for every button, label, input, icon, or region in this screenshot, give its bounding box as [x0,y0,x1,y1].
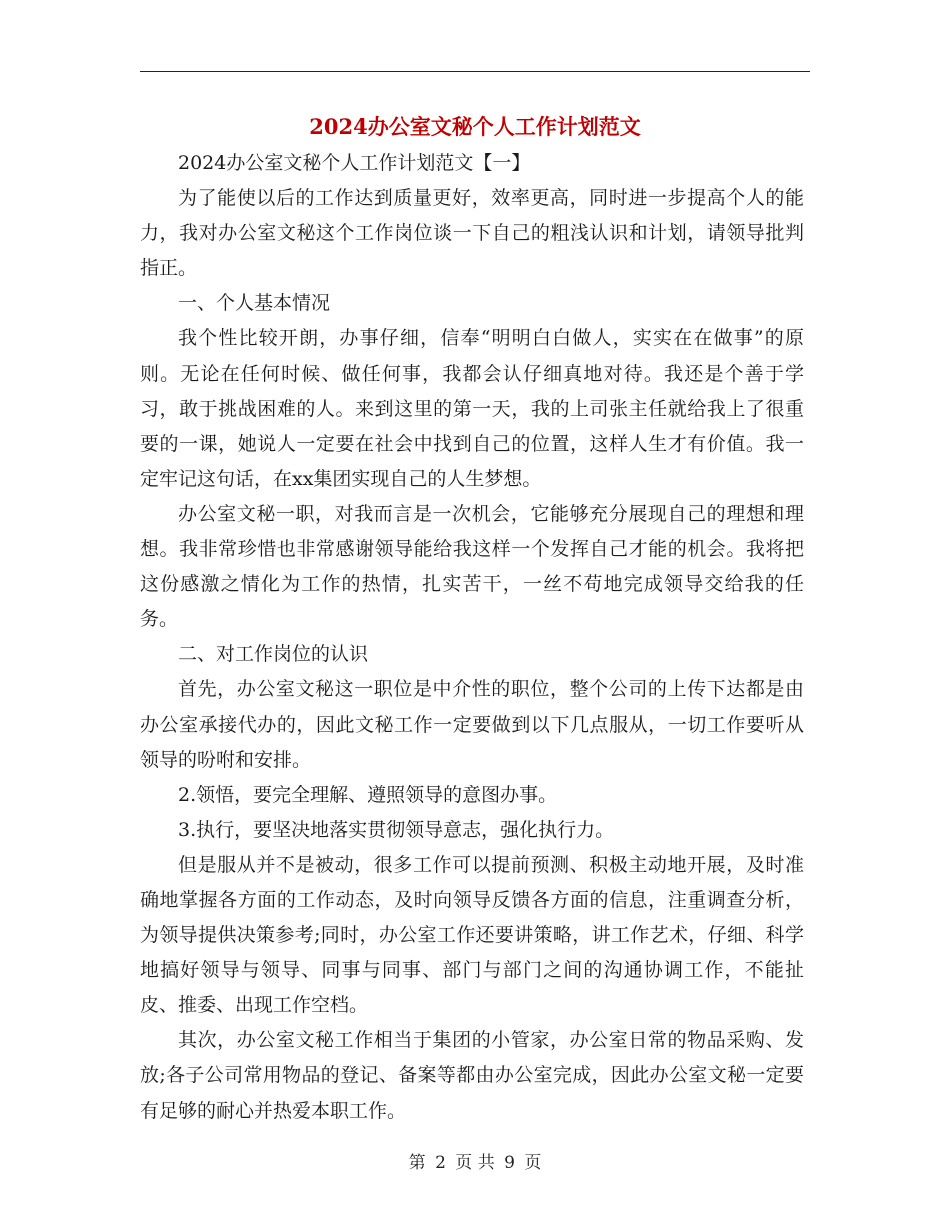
paragraph: 但是服从并不是被动，很多工作可以提前预测、积极主动地开展，及时准确地掌握各方面的工作动态，及时向领导反馈各方面的信息，注重调查分析，为领导提供决策参考;同时，办公室工作还要讲策略，讲工作艺术，仔细、科学地搞好领导与领导、同事与同事、部门与部门之间的沟通协调工作，不能扯皮、推委、出现工作空档。 [140,853,804,1017]
paragraph: 办公室文秘一职，对我而言是一次机会，它能够充分展现自己的理想和理想。我非常珍惜也非常感谢领导能给我这样一个发挥自己才能的机会。我将把这份感激之情化为工作的热情，扎实苦干，一丝不苟地完成领导交给我的任务。 [140,502,804,631]
paragraph: 为了能使以后的工作达到质量更好，效率更高，同时进一步提高个人的能力，我对办公室文秘这个工作岗位谈一下自己的粗浅认识和计划，请领导批判指正。 [140,187,804,280]
document-title: 2024办公室文秘个人工作计划范文 [309,114,641,139]
paragraph: 我个性比较开朗，办事仔细，信奉“明明白白做人，实实在在做事”的原则。无论在任何时候、做任何事，我都会认仔细真地对待。我还是个善于学习，敢于挑战困难的人。来到这里的第一天，我的上司张主任就给我上了很重要的一课，她说人一定要在社会中找到自己的位置，这样人生才有价值。我一定牢记这句话，在xx集团实现自己的人生梦想。 [140,327,804,490]
page-footer [0,1151,950,1175]
header-rule [140,71,810,72]
section-heading: 2024办公室文秘个人工作计划范文【一】 [178,152,531,174]
footer-prefix: 第 [408,1153,426,1173]
section-heading: 一、个人基本情况 [178,292,331,315]
footer-suffix: 页 [524,1153,542,1173]
section-heading: 二、对工作岗位的认识 [178,643,369,666]
list-item: 2.领悟，要完全理解、遵照领导的意图办事。 [178,783,558,806]
footer-middle: 页 共 [455,1153,495,1173]
paragraph: 其次，办公室文秘工作相当于集团的小管家，办公室日常的物品采购、发放;各子公司常用物品的登记、备案等都由办公室完成，因此办公室文秘一定要有足够的耐心并热爱本职工作。 [140,1029,804,1122]
total-pages-number: 9 [504,1153,515,1173]
document-body [140,146,804,1129]
list-item: 3.执行，要坚决地落实贯彻领导意志，强化执行力。 [178,818,615,841]
paragraph: 首先，办公室文秘这一职位是中介性的职位，整个公司的上传下达都是由办公室承接代办的，因此文秘工作一定要做到以下几点服从，一切工作要听从领导的吩咐和安排。 [140,678,804,771]
current-page-number: 2 [435,1153,446,1173]
